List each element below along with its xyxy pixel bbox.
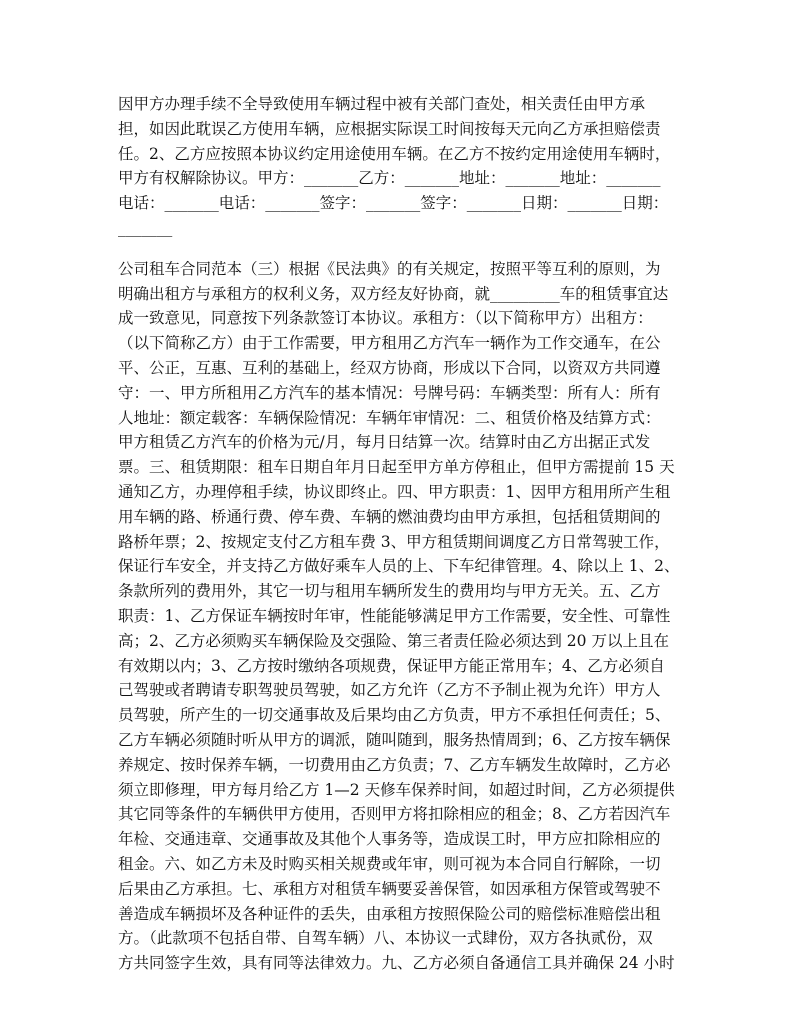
text-line: 因甲方办理手续不全导致使用车辆过程中被有关部门查处，相关责任由甲方承 <box>118 95 646 113</box>
text-line: 明确出租方与承租方的权利义务，双方经友好协商，就_________车的租赁事宜达 <box>118 284 669 303</box>
text-line: 年检、交通违章、交通事故及其他个人事务等，造成误工时，甲方应扣除相应的 <box>118 830 661 849</box>
text-line: 成一致意见，同意按下列条款签订本协议。承租方：（以下简称甲方）出租方： <box>118 309 653 328</box>
text-line: 守：一、甲方所租用乙方汽车的基本情况：号牌号码：车辆类型：所有人：所有 <box>118 383 661 402</box>
text-line: 须立即修理，甲方每月给乙方 1—2 天修车保养时间，如超过时间，乙方必须提供 <box>118 780 675 799</box>
paragraph-car-rental-contract-sample-3 <box>118 257 678 976</box>
text-line: 票。三、租赁期限：租车日期自年月日起至甲方单方停租止，但甲方需提前 15 天 <box>118 458 675 477</box>
text-line: 用车辆的路、桥通行费、停车费、车辆的燃油费均由甲方承担，包括租赁期间的 <box>118 507 661 526</box>
text-line: 甲方租赁乙方汽车的价格为元/月，每月日结算一次。结算时由乙方出据正式发 <box>118 433 651 452</box>
paragraph-contract-clauses <box>118 92 678 241</box>
text-line: 善造成车辆损坏及各种证件的丢失，由承租方按照保险公司的赔偿标准赔偿出租 <box>118 904 661 923</box>
text-line: 租金。六、如乙方未及时购买相关规费或年审，则可视为本合同自行解除，一切 <box>118 854 661 873</box>
text-line: 有效期以内；3、乙方按时缴纳各项规费，保证甲方能正常用车；4、乙方必须自 <box>118 656 665 675</box>
text-line: 己驾驶或者聘请专职驾驶员驾驶，如乙方允许（乙方不予制止视为允许）甲方人 <box>118 681 661 700</box>
text-line: 乙方车辆必须随时听从甲方的调派，随叫随到，服务热情周到；6、乙方按车辆保 <box>118 730 671 749</box>
text-line: 公司租车合同范本（三）根据《民法典》的有关规定，按照平等互利的原则，为 <box>118 259 661 278</box>
text-line: （以下简称乙方）由于工作需要，甲方租用乙方汽车一辆作为工作交通车，在公 <box>118 334 661 353</box>
text-line: 甲方有权解除协议。甲方：_______乙方：_______地址：_______地址：_______ <box>118 169 661 188</box>
text-line: 人地址：额定载客：车辆保险情况：车辆年审情况：二、租赁价格及结算方式： <box>118 408 661 427</box>
text-line: 路桥年票；2、按规定支付乙方租车费 3、甲方租赁期间调度乙方日常驾驶工作， <box>118 532 670 551</box>
text-line: 方。（此款项不包括自带、自驾车辆）八、本协议一式肆份，双方各执贰份，双 <box>118 929 653 948</box>
text-line: 平、公正，互惠、互利的基础上，经双方协商，形成以下合同，以资双方共同遵 <box>118 358 661 377</box>
text-line: 条款所列的费用外，其它一切与租用车辆所发生的费用均与甲方无关。五、乙方 <box>118 582 661 601</box>
text-line: 方共同签字生效，具有同等法律效力。九、乙方必须自备通信工具并确保 24 小时 <box>118 954 675 973</box>
text-line: 保证行车安全，并支持乙方做好乘车人员的上、下车纪律管理。4、除以上 1、2、 <box>118 557 680 576</box>
text-line: 后果由乙方承担。七、承租方对租赁车辆要妥善保管，如因承租方保管或驾驶不 <box>118 879 661 898</box>
text-line: 其它同等条件的车辆供甲方使用，否则甲方将扣除相应的租金；8、乙方若因汽车 <box>118 805 671 824</box>
text-line: 职责：1、乙方保证车辆按时年审，性能能够满足甲方工作需要，安全性、可靠性 <box>118 606 671 625</box>
text-line: 通知乙方，办理停租手续，协议即终止。四、甲方职责：1、因甲方租用所产生租 <box>118 482 671 501</box>
text-line: 养规定、按时保养车辆，一切费用由乙方负责；7、乙方车辆发生故障时，乙方必 <box>118 755 671 774</box>
text-line: 担，如因此耽误乙方使用车辆，应根据实际误工时间按每天元向乙方承担赔偿责 <box>118 119 661 138</box>
text-line: 员驾驶，所产生的一切交通事故及后果均由乙方负责，甲方不承担任何责任；5、 <box>118 706 671 725</box>
text-line: 高；2、乙方必须购买车辆保险及交强险、第三者责任险必须达到 20 万以上且在 <box>118 631 669 650</box>
text-line: _______ <box>118 218 173 237</box>
text-line: 电话：_______电话：_______签字：_______签字：_______日期：_______日期： <box>118 194 669 213</box>
document-page <box>118 92 678 976</box>
text-line: 任。2、乙方应按照本协议约定用途使用车辆。在乙方不按约定用途使用车辆时， <box>118 144 671 163</box>
